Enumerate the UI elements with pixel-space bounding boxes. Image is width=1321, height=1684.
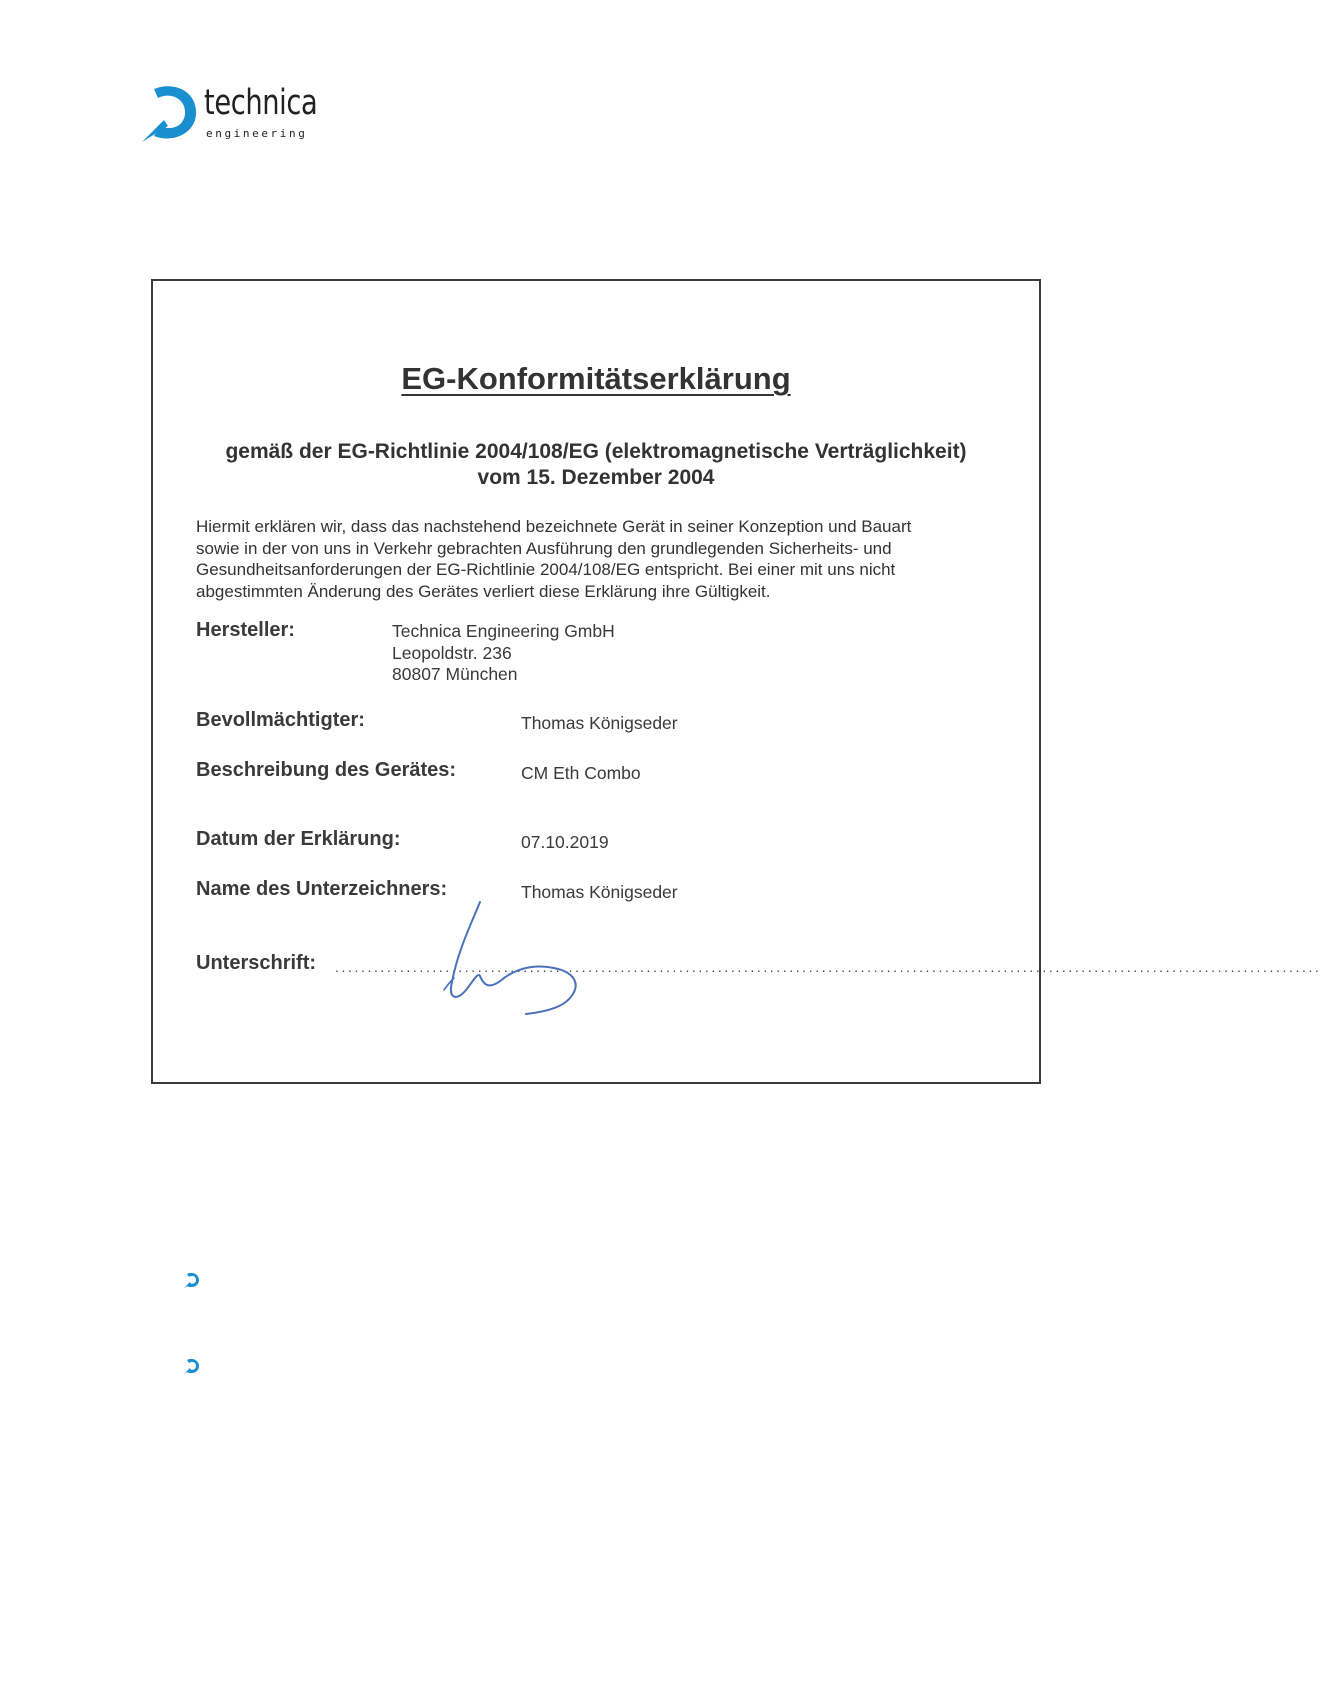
bevollmaechtigter-label: Bevollmächtigter: [196, 709, 365, 731]
bevollmaechtigter-value: Thomas Königseder [521, 713, 678, 733]
subtitle-line: vom 15. Dezember 2004 [477, 466, 715, 489]
beschreibung-value: CM Eth Combo [521, 763, 641, 783]
beschreibung-label: Beschreibung des Gerätes: [196, 759, 457, 781]
declaration-box [151, 279, 1321, 1084]
logo-wordmark: technica [204, 83, 318, 123]
intro-line: Hiermit erklären wir, dass das nachstehend bezeichnete Gerät in seiner Konzeption und Bauart [196, 517, 912, 536]
datum-label: Datum der Erklärung: [196, 828, 401, 850]
logo-subtitle: engineering [206, 127, 308, 140]
handwritten-signature [418, 898, 598, 1018]
unterschrift-label: Unterschrift: [196, 952, 317, 974]
hersteller-label: Hersteller: [196, 619, 295, 641]
datum-value: 07.10.2019 [521, 832, 609, 852]
unterzeichner-label: Name des Unterzeichners: [196, 878, 448, 900]
hersteller-street: Leopoldstr. 236 [392, 642, 512, 663]
declaration-title: EG-Konformitätserklärung [401, 361, 791, 396]
technica-swirl-icon [183, 1357, 201, 1375]
signature-dotted-line: ........................................................................................................................................................ [335, 959, 1321, 975]
hersteller-name: Technica Engineering GmbH [392, 621, 615, 641]
intro-line: Gesundheitsanforderungen der EG-Richtlinie 2004/108/EG entspricht. Bei einer mit uns nicht [196, 560, 896, 579]
intro-line: sowie in der von uns in Verkehr gebrachten Ausführung den grundlegenden Sicherheits- und [196, 538, 892, 558]
technica-swirl-icon [140, 82, 202, 144]
hersteller-address [392, 621, 615, 686]
subtitle-line: gemäß der EG-Richtlinie 2004/108/EG (elektromagnetische Verträglichkeit) [225, 440, 967, 463]
unterzeichner-value: Thomas Königseder [521, 882, 678, 902]
declaration-subtitle [153, 439, 1039, 491]
intro-line: abgestimmten Änderung des Gerätes verliert diese Erklärung ihre Gültigkeit. [196, 581, 771, 601]
company-logo [140, 82, 330, 152]
declaration-intro [196, 516, 996, 602]
hersteller-city: 80807 München [392, 664, 518, 684]
technica-swirl-icon [183, 1271, 201, 1289]
